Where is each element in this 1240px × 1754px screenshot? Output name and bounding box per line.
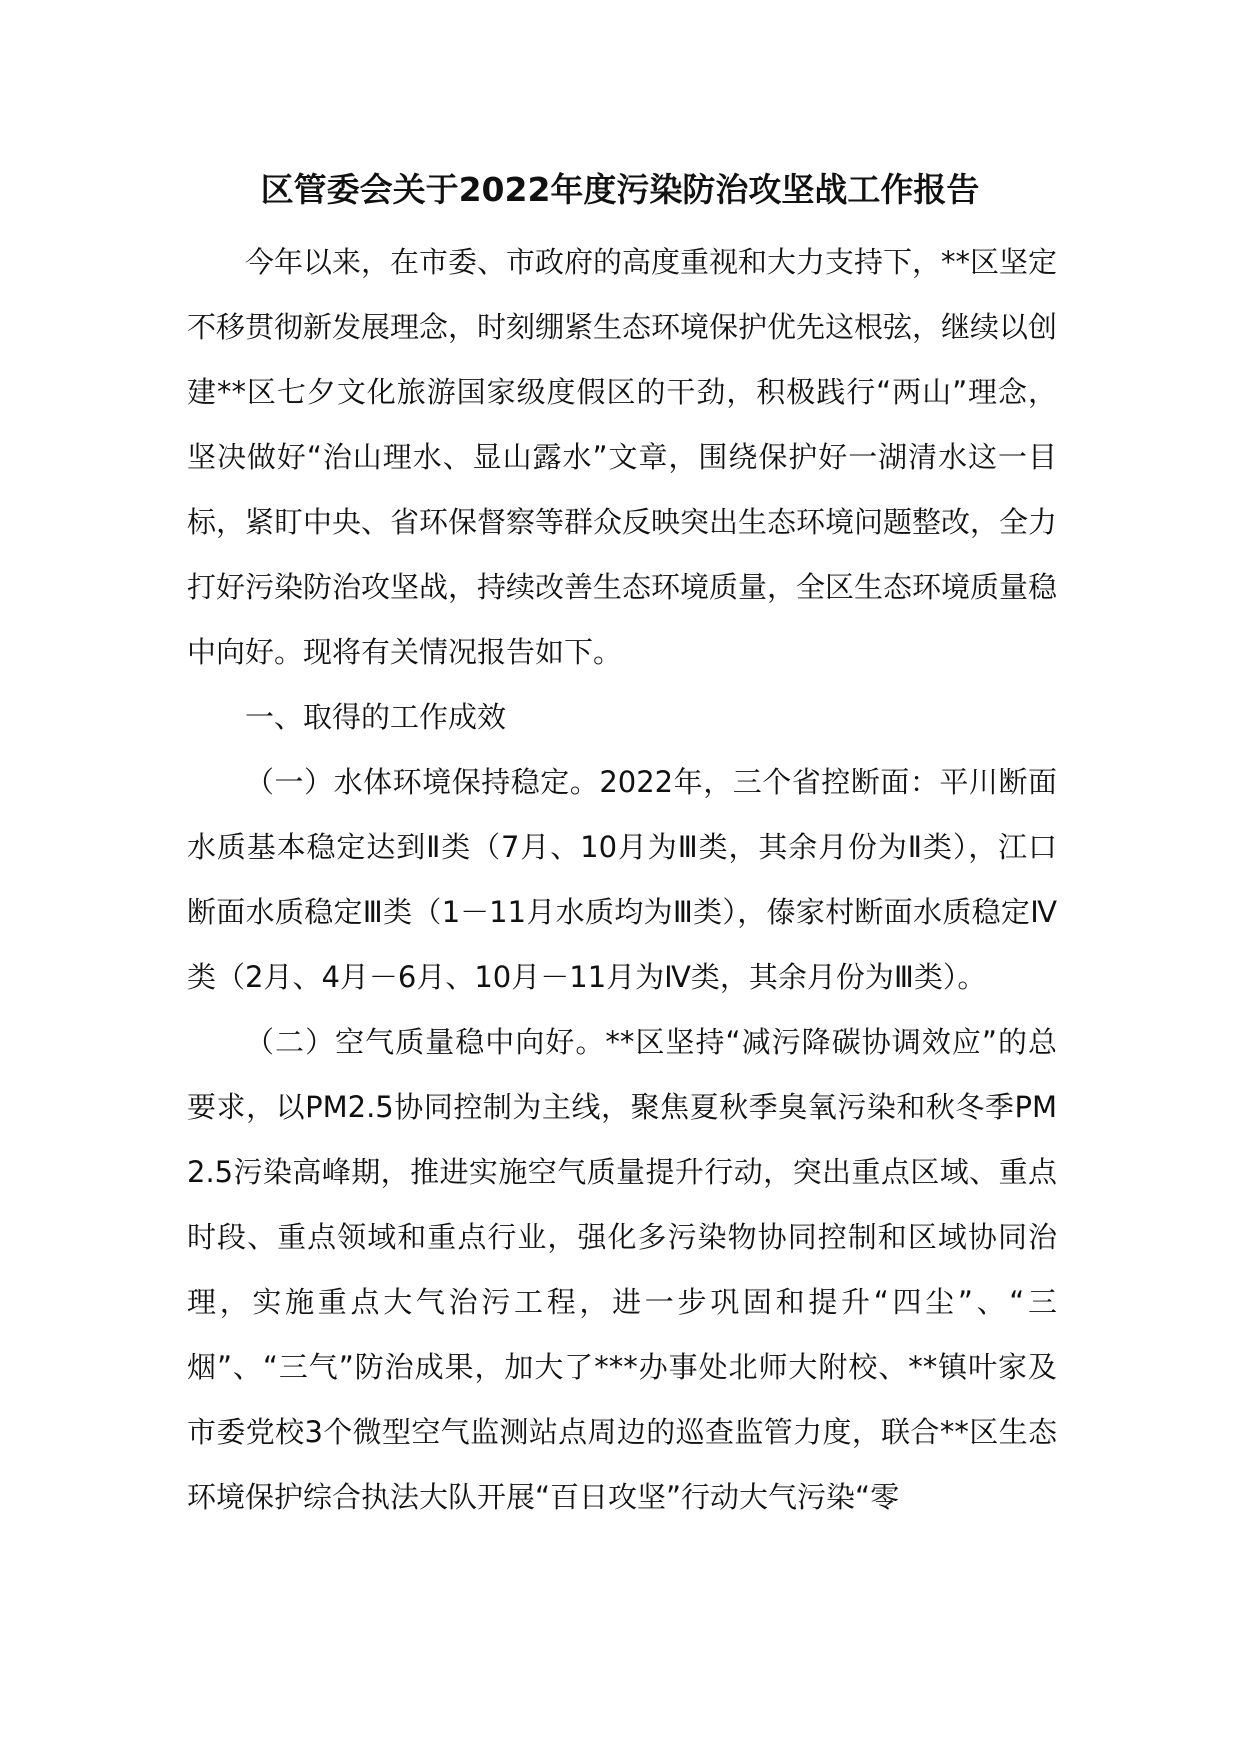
document-title: 区管委会关于2022年度污染防治攻坚战工作报告 [260, 170, 980, 209]
section-heading-achievements: 一、取得的工作成效 [245, 700, 507, 734]
document-body [187, 230, 1057, 1530]
paragraph-air-quality: （二）空气质量稳中向好。**区坚持“减污降碳协调效应”的总要求，以PM2.5协同控制为主线，聚焦夏秋季臭氧污染和秋冬季PM2.5污染高峰期，推进实施空气质量提升行动，突出重点区域、重点时段、重点领域和重点行业，强化多污染物协同控制和区域协同治理，实施重点大气治污工程，进一步巩固和提升“四尘”、“三烟”、“三气”防治成果，加大了***办事处北师大附校、**镇叶家及市委党校3个微型空气监测站点周边的巡查监管力度，联合**区生态环境保护综合执法大队开展“百日攻坚”行动大气污染“零 [187, 1025, 1057, 1514]
paragraph-water-quality: （一）水体环境保持稳定。2022年，三个省控断面：平川断面水质基本稳定达到Ⅱ类（7月、10月为Ⅲ类，其余月份为Ⅱ类），江口断面水质稳定Ⅲ类（1－11月水质均为Ⅲ类），傣家村断面水质稳定Ⅳ类（2月、4月－6月、10月－11月为Ⅳ类，其余月份为Ⅲ类）。 [187, 765, 1057, 994]
paragraph-intro: 今年以来，在市委、市政府的高度重视和大力支持下，**区坚定不移贯彻新发展理念，时刻绷紧生态环境保护优先这根弦，继续以创建**区七夕文化旅游国家级度假区的干劲，积极践行“两山”理念，坚决做好“治山理水、显山露水”文章，围绕保护好一湖清水这一目标，紧盯中央、省环保督察等群众反映突出生态环境问题整改，全力打好污染防治攻坚战，持续改善生态环境质量，全区生态环境质量稳中向好。现将有关情况报告如下。 [187, 245, 1058, 669]
